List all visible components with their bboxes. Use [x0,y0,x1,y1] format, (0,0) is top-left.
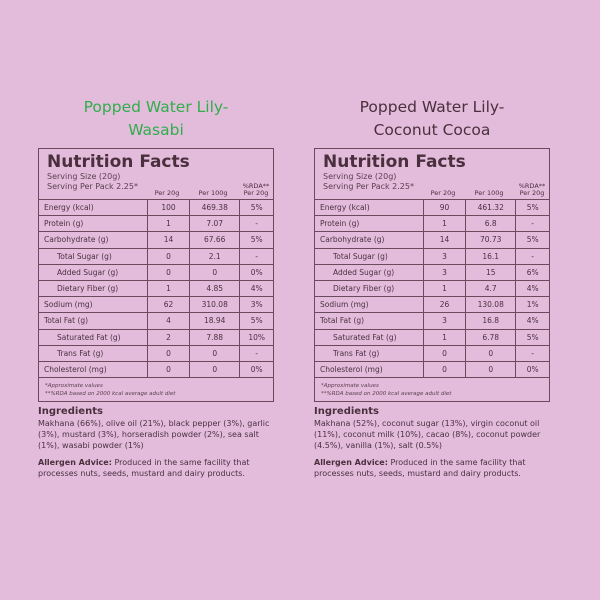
ingredients-section [314,406,550,479]
nutrient-name: Dietary Fiber (g) [39,280,147,296]
nutrient-value: 6.78 [466,329,516,345]
nutrient-value: 3 [423,264,465,280]
nutrient-value: 3% [240,297,273,313]
nutrient-value: 5% [240,313,273,329]
nutrient-value: 7.07 [190,216,240,232]
nutrient-value: 15 [466,264,516,280]
nutrient-value: 0 [147,361,189,377]
allergen-advice: Allergen Advice: Produced in the same facility that processes nuts, seeds, mustard and dairy products. [38,458,250,478]
table-row [39,297,273,313]
nutrient-value: 0 [466,345,516,361]
nutrient-value: 469.38 [190,200,240,216]
nutrient-name: Sodium (mg) [315,297,423,313]
ingredients-text: Makhana (66%), olive oil (21%), black pepper (3%), garlic (3%), mustard (3%), horseradish powder (2%), sea salt (1%), wasabi powder (1%) [38,419,270,450]
nutrient-value: 5% [516,200,549,216]
table-row [39,280,273,296]
nutrition-table [39,199,273,378]
nutrient-value: 0% [516,361,549,377]
nutrient-value: 16.8 [466,313,516,329]
nutrient-value: 1 [423,280,465,296]
nutrient-value: 1 [423,329,465,345]
nutrient-value: 62 [147,297,189,313]
nutrient-name: Added Sugar (g) [39,264,147,280]
footnotes: *Approximate values **%RDA based on 2000 kcal average adult diet [321,383,452,398]
col-header-rda: %RDA** Per 20g [518,182,546,197]
nutrient-value: 0% [240,264,273,280]
table-row [39,329,273,345]
product-title [314,96,550,142]
nutrient-value: 14 [147,232,189,248]
table-row [315,280,549,296]
nutrient-value: 6.8 [466,216,516,232]
nutrient-value: 2.1 [190,248,240,264]
table-row [315,313,549,329]
nutrient-value: 5% [240,200,273,216]
nutrient-value: 1 [147,280,189,296]
serving-per-pack: Serving Per Pack 2.25* [323,182,414,191]
nutrient-value: 5% [516,329,549,345]
nutrition-facts-box [314,148,550,402]
product-title-line1: Popped Water Lily- [359,98,505,116]
table-row [315,248,549,264]
nutrient-name: Saturated Fat (g) [39,329,147,345]
nutrient-value: 7.88 [190,329,240,345]
product-panel-wasabi [38,96,274,479]
nutrient-value: - [516,345,549,361]
table-row [315,329,549,345]
table-row [39,345,273,361]
nutrient-value: 0% [240,361,273,377]
nutrition-table [315,199,549,378]
table-row [315,361,549,377]
serving-size: Serving Size (20g) [323,172,397,181]
product-panel-coconut-cocoa [314,96,550,479]
nutrient-name: Protein (g) [39,216,147,232]
ingredients-text: Makhana (52%), coconut sugar (13%), virgin coconut oil (11%), coconut milk (10%), cacao (8%), coconut powder (4.5%), vanilla (1%), salt (0.5%) [314,419,541,450]
nutrient-name: Added Sugar (g) [315,264,423,280]
table-row [39,232,273,248]
nutrient-name: Total Sugar (g) [39,248,147,264]
nutrient-value: 10% [240,329,273,345]
table-row [315,216,549,232]
col-header-per-20g: Per 20g [154,189,180,197]
table-row [315,264,549,280]
table-row [39,313,273,329]
nutrient-name: Carbohydrate (g) [39,232,147,248]
nutrient-value: 1 [147,216,189,232]
table-row [315,345,549,361]
col-header-per-20g: Per 20g [430,189,456,197]
nutrient-name: Dietary Fiber (g) [315,280,423,296]
allergen-advice: Allergen Advice: Produced in the same facility that processes nuts, seeds, mustard and dairy products. [314,458,526,478]
nutrient-value: - [240,248,273,264]
nutrient-value: 461.32 [466,200,516,216]
nutrient-value: 0 [147,264,189,280]
table-row [39,361,273,377]
table-row [315,200,549,216]
nutrient-value: 3 [423,248,465,264]
nutrient-value: 4 [147,313,189,329]
nutrient-value: 5% [240,232,273,248]
nutrient-value: 0 [147,345,189,361]
nutrient-value: 14 [423,232,465,248]
nutrient-value: 4.7 [466,280,516,296]
nutrient-value: 90 [423,200,465,216]
nutrient-name: Total Fat (g) [39,313,147,329]
footnotes: *Approximate values **%RDA based on 2000 kcal average adult diet [45,383,176,398]
serving-size: Serving Size (20g) [47,172,121,181]
nutrient-name: Cholesterol (mg) [315,361,423,377]
nutrition-facts-title: Nutrition Facts [47,152,190,172]
product-title-line2: Coconut Cocoa [373,121,491,139]
nutrient-name: Trans Fat (g) [315,345,423,361]
table-row [39,216,273,232]
col-header-per-100g: Per 100g [198,189,228,197]
product-title [38,96,274,142]
nutrient-value: 0 [190,361,240,377]
nutrient-value: 0 [423,345,465,361]
nutrient-name: Saturated Fat (g) [315,329,423,345]
nutrient-value: 1% [516,297,549,313]
nutrient-value: 0 [147,248,189,264]
nutrient-name: Total Sugar (g) [315,248,423,264]
nutrient-name: Sodium (mg) [39,297,147,313]
nutrient-value: - [240,345,273,361]
nutrient-value: - [516,216,549,232]
table-row [315,232,549,248]
nutrition-facts-title: Nutrition Facts [323,152,466,172]
nutrient-value: - [516,248,549,264]
nutrient-name: Energy (kcal) [39,200,147,216]
col-header-rda: %RDA** Per 20g [242,182,270,197]
nutrient-value: 26 [423,297,465,313]
nutrient-name: Cholesterol (mg) [39,361,147,377]
nutrient-value: 0 [190,264,240,280]
serving-per-pack: Serving Per Pack 2.25* [47,182,138,191]
nutrient-name: Carbohydrate (g) [315,232,423,248]
nutrient-value: 0 [190,345,240,361]
nutrient-value: 70.73 [466,232,516,248]
nutrient-value: 2 [147,329,189,345]
nutrient-value: 4% [240,280,273,296]
nutrient-value: 1 [423,216,465,232]
nutrient-value: 0 [466,361,516,377]
table-row [39,264,273,280]
product-title-line2: Wasabi [128,121,184,139]
nutrient-value: 5% [516,232,549,248]
table-row [39,248,273,264]
nutrition-facts-box [38,148,274,402]
table-row [39,200,273,216]
nutrient-name: Protein (g) [315,216,423,232]
nutrient-name: Energy (kcal) [315,200,423,216]
table-row [315,297,549,313]
nutrient-value: 3 [423,313,465,329]
nutrient-value: 310.08 [190,297,240,313]
ingredients-title: Ingredients [38,406,103,417]
nutrient-name: Trans Fat (g) [39,345,147,361]
ingredients-title: Ingredients [314,406,379,417]
ingredients-section [38,406,274,479]
nutrient-value: 4% [516,280,549,296]
nutrient-name: Total Fat (g) [315,313,423,329]
nutrient-value: 18.94 [190,313,240,329]
nutrient-value: 4% [516,313,549,329]
nutrient-value: - [240,216,273,232]
nutrient-value: 130.08 [466,297,516,313]
nutrient-value: 100 [147,200,189,216]
nutrient-value: 0 [423,361,465,377]
nutrient-value: 16.1 [466,248,516,264]
col-header-per-100g: Per 100g [474,189,504,197]
nutrient-value: 6% [516,264,549,280]
nutrient-value: 67.66 [190,232,240,248]
product-title-line1: Popped Water Lily- [83,98,229,116]
nutrient-value: 4.85 [190,280,240,296]
